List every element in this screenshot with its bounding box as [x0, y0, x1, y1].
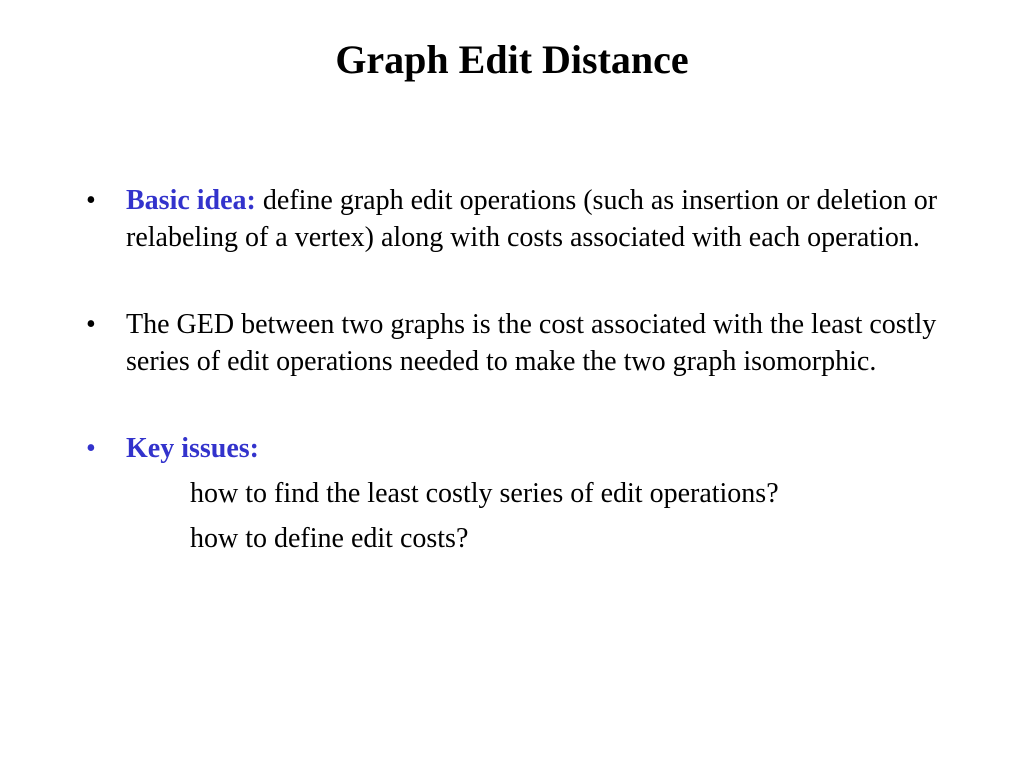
slide-title: Graph Edit Distance: [335, 37, 689, 82]
sub-item-find-series: how to find the least costly series of edit operations?: [190, 478, 779, 509]
bullet-text: The GED between two graphs is the cost associated with the least costly series of edit operations needed to make the two graph isomorphic.: [126, 309, 937, 377]
bullet-item-ged-definition: [86, 306, 966, 380]
bullet-item-basic-idea: [86, 182, 966, 256]
bullet-keyword: Key issues:: [126, 433, 259, 464]
bullet-keyword: Basic idea:: [126, 185, 256, 216]
bullet-list: [86, 182, 966, 557]
bullet-item-key-issues: [86, 430, 966, 557]
bullet-marker: •: [86, 433, 96, 464]
sub-item-define-costs: how to define edit costs?: [190, 523, 469, 554]
bullet-text: define graph edit operations (such as insertion or deletion or relabeling of a vertex) along with costs associated with each operation.: [126, 185, 938, 253]
bullet-marker: •: [86, 309, 96, 340]
bullet-marker: •: [86, 185, 96, 216]
